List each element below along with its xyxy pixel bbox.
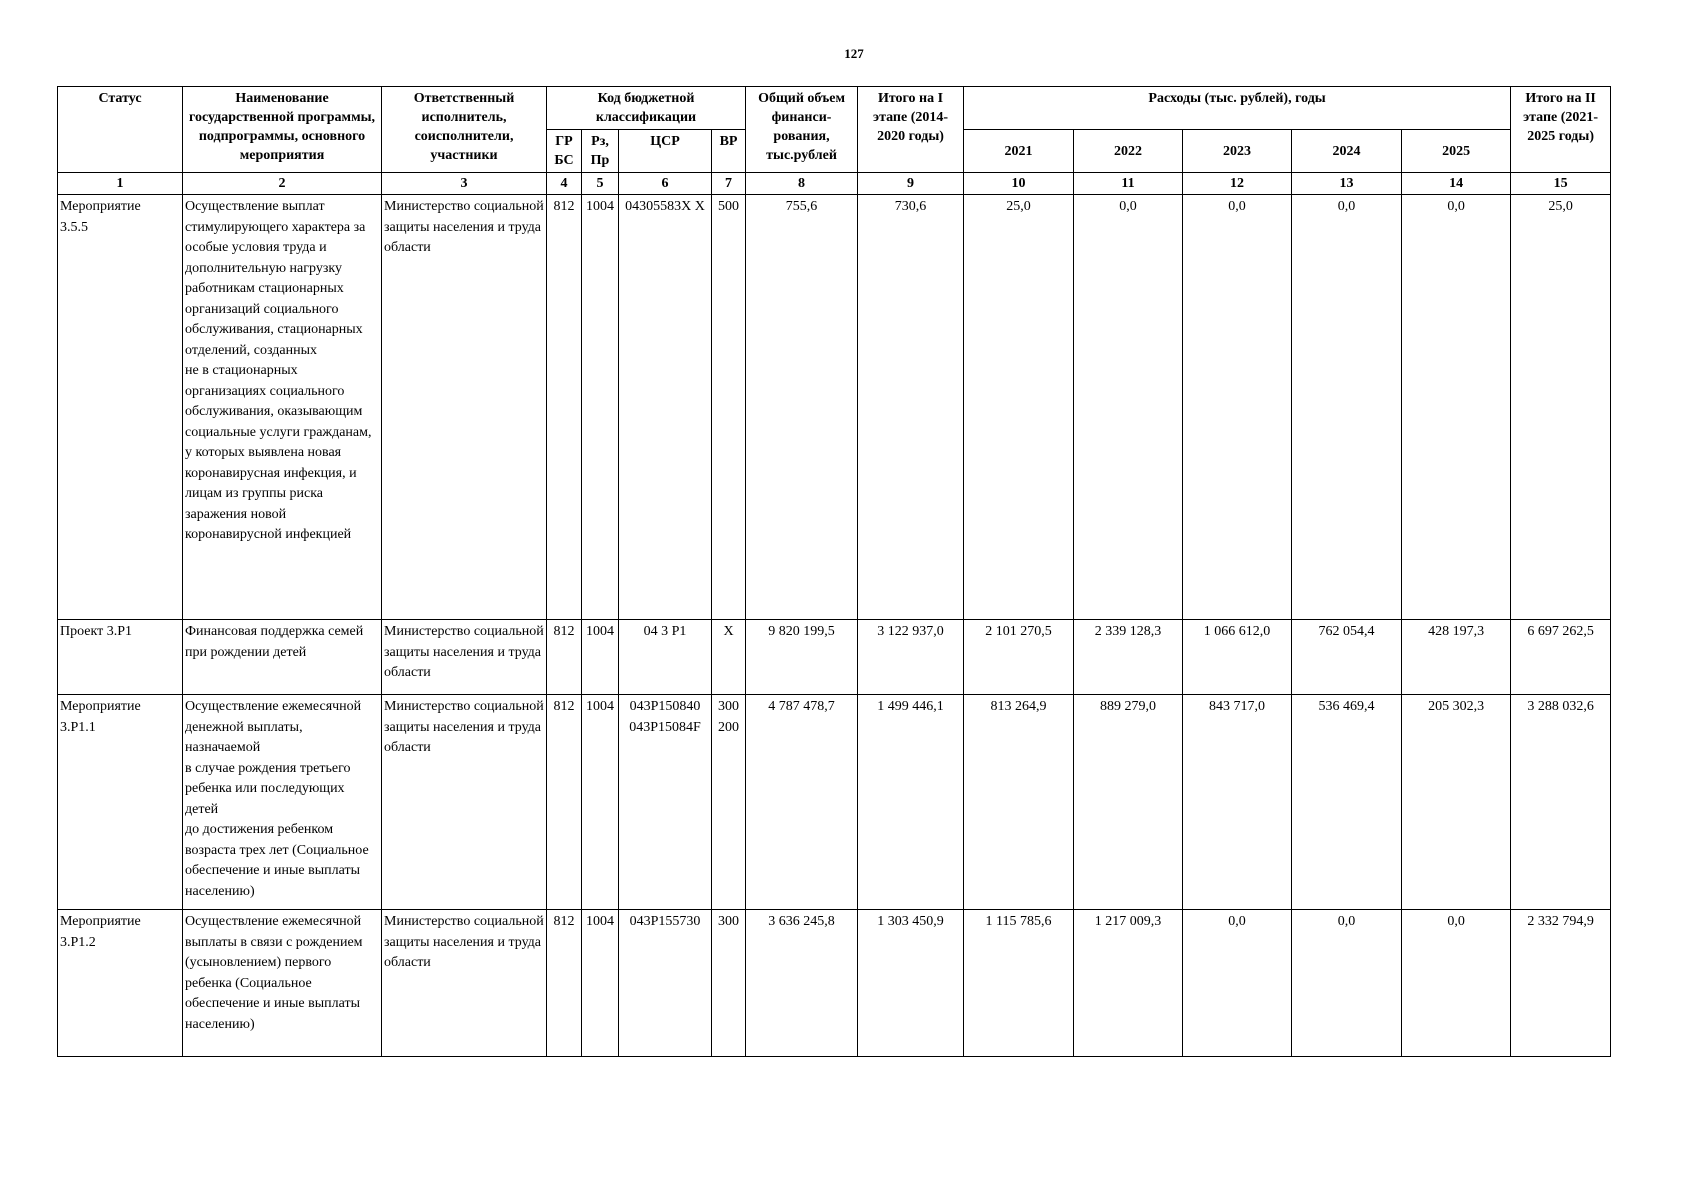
header-year-2022: 2022 [1074,130,1183,173]
row-status: Мероприятие 3.P1.1 [58,695,183,910]
header-expenses: Расходы (тыс. рублей), годы [964,87,1511,130]
column-number: 5 [582,173,619,195]
row-2023: 0,0 [1183,910,1292,1057]
row-status: Мероприятие 3.P1.2 [58,910,183,1057]
row-rzpr: 1004 [582,695,619,910]
row-2021: 813 264,9 [964,695,1074,910]
row-csr: 043P150840 043P15084F [619,695,712,910]
row-csr: 043P155730 [619,910,712,1057]
column-number: 1 [58,173,183,195]
row-stage2: 6 697 262,5 [1511,620,1611,695]
budget-table [57,86,1611,1057]
row-executor: Министерство социальной защиты населения и труда области [382,910,547,1057]
row-2022: 2 339 128,3 [1074,620,1183,695]
row-grbs: 812 [547,910,582,1057]
row-rzpr: 1004 [582,620,619,695]
row-2023: 0,0 [1183,195,1292,620]
row-executor: Министерство социальной защиты населения и труда области [382,620,547,695]
header-csr: ЦСР [619,130,712,173]
row-2024: 762 054,4 [1292,620,1402,695]
header-rzpr: Рз, Пр [582,130,619,173]
column-number: 15 [1511,173,1611,195]
column-number: 12 [1183,173,1292,195]
header-stage2: Итого на II этапе (2021- 2025 годы) [1511,87,1611,173]
row-grbs: 812 [547,195,582,620]
column-number: 10 [964,173,1074,195]
row-stage1: 1 499 446,1 [858,695,964,910]
row-total: 4 787 478,7 [746,695,858,910]
row-total: 3 636 245,8 [746,910,858,1057]
row-stage1: 730,6 [858,195,964,620]
row-executor: Министерство социальной защиты населения и труда области [382,695,547,910]
row-2022: 889 279,0 [1074,695,1183,910]
row-vr: 300 200 [712,695,746,910]
row-name: Осуществление ежемесячной выплаты в связи с рождением (усыновлением) первого ребенка (Социальное обеспечение и иные выплаты населению) [183,910,382,1057]
row-status: Проект 3.P1 [58,620,183,695]
header-budget-code: Код бюджетной классификации [547,87,746,130]
row-stage1: 1 303 450,9 [858,910,964,1057]
header-year-2025: 2025 [1402,130,1511,173]
column-number: 3 [382,173,547,195]
header-stage1: Итого на I этапе (2014-2020 годы) [858,87,964,173]
column-number: 13 [1292,173,1402,195]
row-2024: 0,0 [1292,910,1402,1057]
row-2021: 2 101 270,5 [964,620,1074,695]
row-2022: 0,0 [1074,195,1183,620]
column-number: 4 [547,173,582,195]
row-2025: 205 302,3 [1402,695,1511,910]
row-2023: 843 717,0 [1183,695,1292,910]
column-number: 9 [858,173,964,195]
row-name: Осуществление ежемесячной денежной выплаты, назначаемой в случае рождения третьего ребенка или последующих детей до достижения ребенком возраста трех лет (Социальное обеспечение и иные выплаты населению) [183,695,382,910]
table-row [58,695,1611,910]
page-number: 127 [844,46,864,61]
row-status: Мероприятие 3.5.5 [58,195,183,620]
header-name: Наименование государственной программы, подпрограммы, основного мероприятия [183,87,382,173]
row-2023: 1 066 612,0 [1183,620,1292,695]
row-2025: 0,0 [1402,195,1511,620]
row-vr: 500 [712,195,746,620]
row-2021: 1 115 785,6 [964,910,1074,1057]
row-total: 9 820 199,5 [746,620,858,695]
table-row [58,195,1611,620]
row-csr: 04 3 P1 [619,620,712,695]
row-stage2: 25,0 [1511,195,1611,620]
column-number: 11 [1074,173,1183,195]
column-number: 6 [619,173,712,195]
column-number: 7 [712,173,746,195]
row-2025: 428 197,3 [1402,620,1511,695]
header-total-volume: Общий объем финанси- рования, тыс.рублей [746,87,858,173]
row-2021: 25,0 [964,195,1074,620]
table-row [58,910,1611,1057]
header-grbs: ГР БС [547,130,582,173]
column-numbers-row [58,173,1611,195]
row-grbs: 812 [547,620,582,695]
row-2024: 0,0 [1292,195,1402,620]
row-rzpr: 1004 [582,910,619,1057]
row-executor: Министерство социальной защиты населения и труда области [382,195,547,620]
row-grbs: 812 [547,695,582,910]
row-vr: X [712,620,746,695]
row-name: Осуществление выплат стимулирующего характера за особые условия труда и дополнительную нагрузку работникам стационарных организаций социального обслуживания, стационарных отделений, созданных не в стационарных организациях социального обслуживания, оказывающим социальные услуги гражданам, у которых выявлена новая коронавирусная инфекция, и лицам из группы риска заражения новой коронавирусной инфекцией [183,195,382,620]
row-2022: 1 217 009,3 [1074,910,1183,1057]
header-vr: ВР [712,130,746,173]
row-2024: 536 469,4 [1292,695,1402,910]
header-year-2023: 2023 [1183,130,1292,173]
row-name: Финансовая поддержка семей при рождении детей [183,620,382,695]
row-stage2: 3 288 032,6 [1511,695,1611,910]
row-total: 755,6 [746,195,858,620]
column-number: 2 [183,173,382,195]
header-status: Статус [58,87,183,173]
header-row-1 [58,87,1611,130]
row-stage2: 2 332 794,9 [1511,910,1611,1057]
header-year-2021: 2021 [964,130,1074,173]
row-rzpr: 1004 [582,195,619,620]
row-2025: 0,0 [1402,910,1511,1057]
column-number: 8 [746,173,858,195]
header-executor: Ответственный исполнитель, соисполнители, участники [382,87,547,173]
header-year-2024: 2024 [1292,130,1402,173]
row-csr: 04305583X X [619,195,712,620]
row-stage1: 3 122 937,0 [858,620,964,695]
row-vr: 300 [712,910,746,1057]
column-number: 14 [1402,173,1511,195]
table-row [58,620,1611,695]
